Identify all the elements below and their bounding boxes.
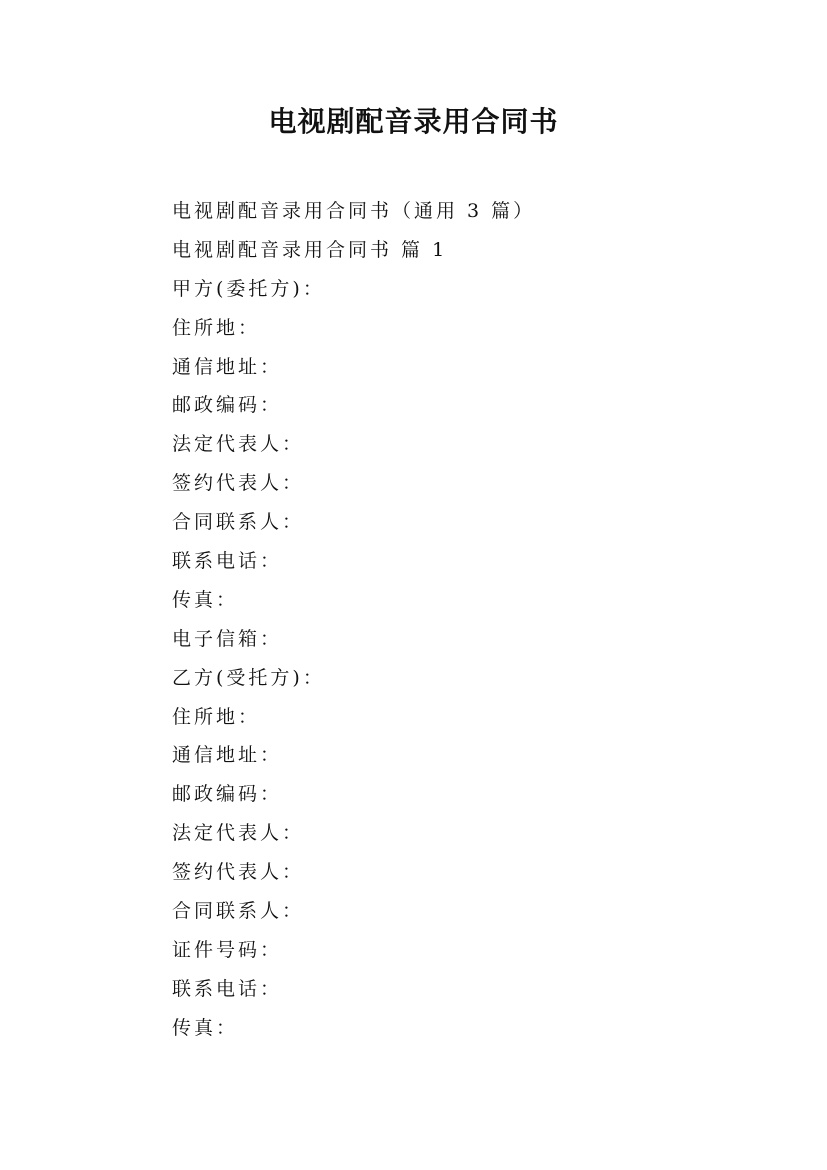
party-b-fax: 传真： (172, 1016, 239, 1039)
party-b-label: 乙方(受托方)： (172, 666, 325, 689)
document-body (172, 192, 732, 1048)
party-b-signing-representative: 签约代表人： (172, 861, 305, 884)
party-b-id-number: 证件号码： (172, 938, 283, 961)
party-a-legal-representative: 法定代表人： (172, 433, 305, 456)
party-a-fax: 传真： (172, 588, 239, 611)
party-a-label: 甲方(委托方)： (172, 277, 325, 300)
party-b-legal-representative: 法定代表人： (172, 822, 305, 845)
party-b-mailing-address: 通信地址： (172, 744, 283, 767)
party-b-address: 住所地： (172, 705, 261, 728)
party-b-phone: 联系电话： (172, 977, 283, 1000)
party-b-contract-contact: 合同联系人： (172, 900, 305, 923)
party-a-address: 住所地： (172, 316, 261, 339)
party-a-phone: 联系电话： (172, 550, 283, 573)
subtitle-line: 电视剧配音录用合同书（通用 3 篇） (172, 200, 536, 222)
party-a-contract-contact: 合同联系人： (172, 511, 305, 534)
party-a-signing-representative: 签约代表人： (172, 472, 305, 495)
party-a-email: 电子信箱： (172, 627, 283, 650)
party-b-postal-code: 邮政编码： (172, 783, 283, 806)
section-heading: 电视剧配音录用合同书 篇 1 (172, 238, 448, 261)
document-title: 电视剧配音录用合同书 (268, 105, 559, 138)
party-a-mailing-address: 通信地址： (172, 355, 283, 378)
party-a-postal-code: 邮政编码： (172, 394, 283, 417)
